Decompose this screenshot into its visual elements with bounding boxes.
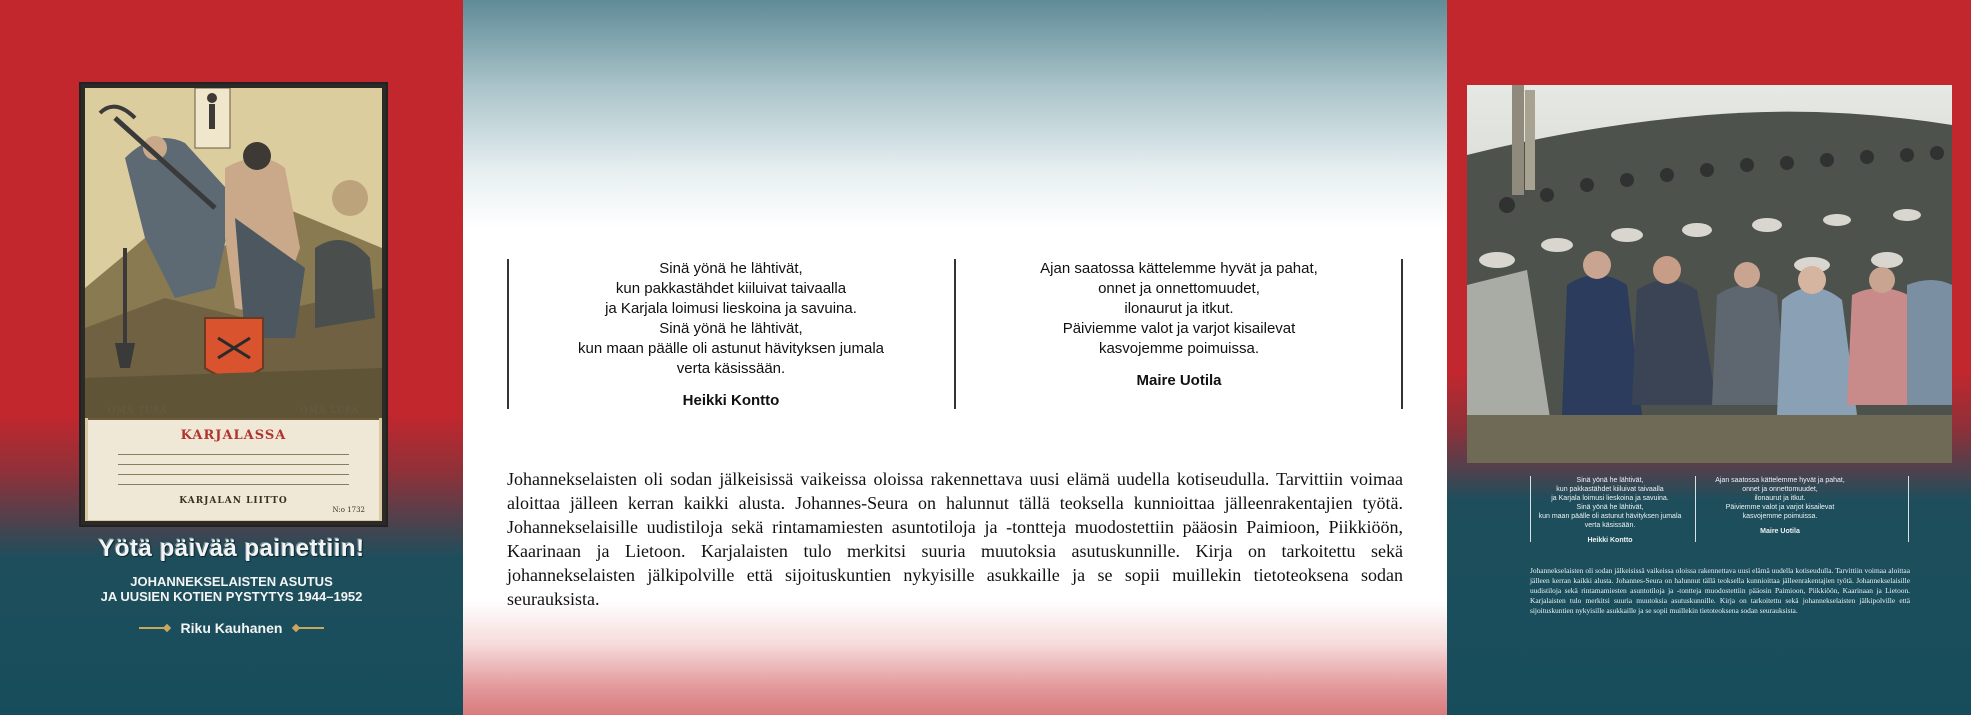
mini-quote-line: Päiviemme valot ja varjot kisailevat	[1725, 504, 1835, 511]
mini-quote-line: kun maan päälle oli astunut hävityksen jumala	[1538, 513, 1682, 520]
mini-quote-line: Ajan saatossa kättelemme hyvät ja pahat,	[1715, 477, 1845, 484]
mini-quote-author: Maire Uotila	[1760, 528, 1800, 535]
ornament-icon	[139, 627, 167, 629]
mini-quote-uotila	[1700, 476, 1860, 536]
quote-line: verta käsissään.	[676, 360, 786, 377]
quote-line: onnet ja onnettomuudet,	[1098, 280, 1260, 297]
mini-book-description: Johannekselaisten oli sodan jälkeisissä vaikeissa oloissa rakennettava uusi elämä uudella kotiseudulla. Tarvittiin voimaa aloittaa jälleen kerran kaikki alusta. Johannes-Seura on halunnut tällä teoksella kunnioittaa jälleenrakentajien työtä. Johannekselaisille uudistiloja sekä rintamamiesten asuntotiloja ja -tontteja muodostettiin pääosin Paimioon, Piikkiöön, Kaarinaan ja Lietoon. Karjalaisten tulo merkitsi suuria muutoksia asutuskunnille. Kirja on tarkoitettu sekä johannekselaisten jälkipolville että sijoituskuntien nykyisille asukkaille ja se sopii muillekin tietoteoksena sodan seurauksista.	[1530, 566, 1910, 615]
quote-kontto	[507, 259, 955, 409]
mini-quote-line: ilonaurut ja itkut.	[1754, 495, 1806, 502]
mini-quote-kontto	[1530, 476, 1690, 545]
quote-author: Heikki Kontto	[682, 392, 780, 409]
poster-text-line	[118, 484, 349, 485]
poster-band	[88, 406, 379, 418]
book-description: Johannekselaisten oli sodan jälkeisissä vaikeissa oloissa rakennettava uusi elämä uudella kotiseudulla. Tarvittiin voimaa aloittaa jälleen kerran kaikki alusta. Johannes-Seura on halunnut tällä teoksella kunnioittaa jälleenrakentajien työtä. Johannekselaisille uudistiloja sekä rintamamiesten asuntotiloja ja -tontteja muodostettiin pääosin Paimioon, Piikkiöön, Kaarinaan ja Lietoon. Karjalaisten tulo merkitsi suuria muutoksia asutuskunnille. Kirja on tarkoitettu sekä johannekselaisten jälkipolville että sijoituskuntien nykyisille asukkaille ja se sopii muillekin tietoteoksena sodan seurauksista.	[507, 469, 1403, 609]
mini-quote-line: kun pakkastähdet kiiluivat taivaalla	[1556, 486, 1664, 493]
mini-quote-line: kasvojemme poimuissa.	[1742, 513, 1818, 520]
poster-text-line	[118, 474, 349, 475]
book-subtitle-line: JOHANNEKSELAISTEN ASUTUS	[130, 574, 333, 589]
mini-quote-author: Heikki Kontto	[1587, 537, 1633, 544]
quote-line: ilonaurut ja itkut.	[1124, 300, 1234, 317]
quote-line: kun pakkastähdet kiiluivat taivaalla	[615, 280, 847, 297]
mini-quote-line: verta käsissään.	[1584, 522, 1636, 529]
mini-quote-line: ja Karjala loimusi lieskoina ja savuina.	[1551, 495, 1669, 502]
poster-band-right: OMA LUPA	[300, 406, 359, 416]
ornament-icon	[296, 627, 324, 629]
poster-sign	[88, 418, 379, 520]
poster-heading: KARJALASSA	[180, 428, 287, 443]
book-author-row	[0, 620, 463, 636]
quote-line: kun maan päälle oli astunut hävityksen jumala	[577, 340, 884, 357]
mini-quote-line: Sinä yönä he lähtivät,	[1576, 504, 1644, 511]
quote-author: Maire Uotila	[1136, 372, 1222, 389]
quote-line: ja Karjala loimusi lieskoina ja savuina.	[605, 300, 857, 317]
quote-line: kasvojemme poimuissa.	[1098, 340, 1260, 357]
mini-quote-line: Sinä yönä he lähtivät,	[1576, 477, 1644, 484]
cover-poster-image	[79, 82, 388, 527]
mini-quote-line: onnet ja onnettomuudet,	[1742, 486, 1818, 493]
quote-line: Ajan saatossa kättelemme hyvät ja pahat,	[1040, 260, 1318, 277]
poster-footer: KARJALAN LIITTO	[179, 496, 288, 506]
mini-quote-divider	[1695, 476, 1696, 542]
book-title: Yötä päivää painettiin!	[98, 535, 365, 562]
book-author: Riku Kauhanen	[180, 620, 283, 636]
poster-text-line	[118, 464, 349, 465]
poster-illustration	[85, 88, 382, 521]
quote-line: Päiviemme valot ja varjot kisailevat	[1062, 320, 1296, 337]
book-subtitle-line: JA UUSIEN KOTIEN PYSTYTYS 1944–1952	[100, 589, 363, 604]
poster-band-left: OMA TUPA	[108, 406, 168, 416]
quote-uotila	[955, 259, 1403, 409]
quote-line: Sinä yönä he lähtivät,	[659, 320, 803, 337]
book-subtitle	[0, 574, 463, 604]
poster-text-line	[118, 454, 349, 455]
quote-line: Sinä yönä he lähtivät,	[659, 260, 803, 277]
poster-number: N:o 1732	[332, 506, 365, 514]
crowd-photo	[1467, 85, 1952, 463]
mini-quote-divider	[1908, 476, 1909, 542]
